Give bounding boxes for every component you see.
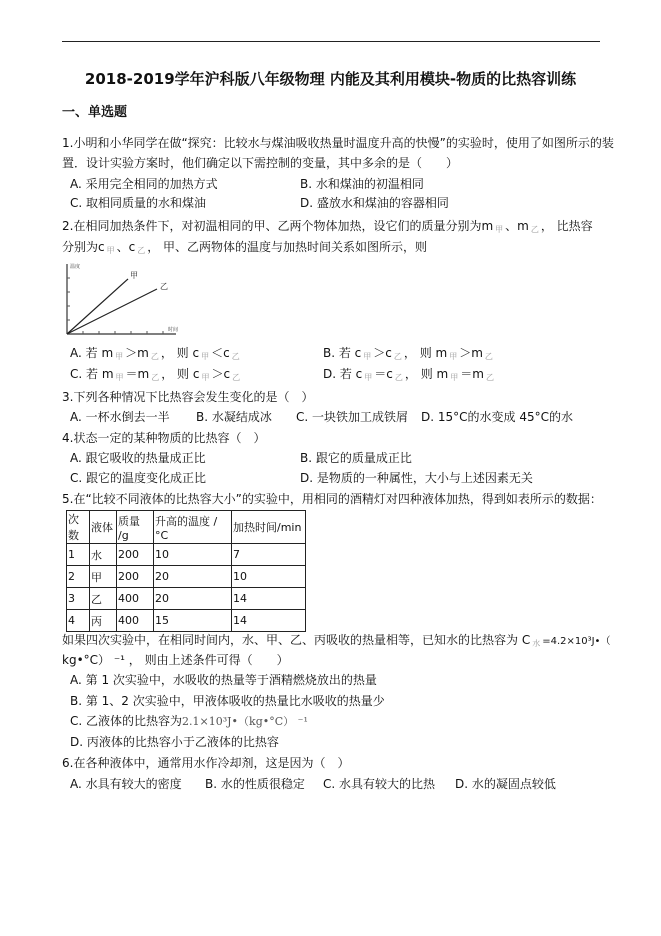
q4-option-a[interactable]: A. 跟它吸收的热量成正比: [70, 451, 206, 465]
text: ＝m: [125, 367, 150, 381]
subscript: 乙: [151, 373, 160, 382]
header-rule: [62, 41, 600, 42]
text: =4.2×10³J•（: [542, 636, 611, 647]
table-cell: 乙: [90, 588, 117, 610]
subscript: 甲: [364, 373, 373, 382]
text: ， 则 c: [161, 367, 200, 381]
q6-option-d[interactable]: D. 水的凝固点较低: [455, 777, 556, 791]
table-cell: 丙: [90, 610, 117, 632]
subscript: 乙: [485, 373, 494, 382]
q2-option-a[interactable]: [70, 345, 242, 365]
subscript: 乙: [232, 373, 241, 382]
subscript: 乙: [393, 352, 402, 361]
subscript: 甲: [495, 225, 504, 234]
table-cell: 1: [67, 544, 90, 566]
q2-stem-line1: [62, 218, 593, 238]
table-cell: 200: [117, 544, 154, 566]
text: 2.在相同加热条件下，对初温相同的甲、乙两个物体加热，设它们的质量分别为m: [62, 219, 494, 233]
q3-stem: 3.下列各种情况下比热容会发生变化的是（ ）: [62, 390, 314, 404]
line-jia: [67, 279, 128, 334]
table-cell: 400: [117, 588, 154, 610]
table-cell: 2: [67, 566, 90, 588]
table-cell: 10: [154, 544, 232, 566]
q4-option-c[interactable]: C. 跟它的温度变化成正比: [70, 471, 207, 485]
q5-option-a[interactable]: A. 第 1 次实验中，水吸收的热量等于酒精燃烧放出的热量: [70, 673, 377, 687]
text: D. 若 c: [323, 367, 363, 381]
table-cell: 4: [67, 610, 90, 632]
text: ＞m: [459, 346, 483, 360]
table-header: 次数: [67, 511, 90, 544]
table-cell: 甲: [90, 566, 117, 588]
q1-stem-line1: 1.小明和小华同学在做“探究：比较水与煤油吸收热量时温度升高的快慢”的实验时，使用了如图所示的装: [62, 136, 614, 150]
table-row: [67, 588, 306, 610]
table-cell: 7: [232, 544, 306, 566]
y-axis-label: 温度: [70, 264, 81, 270]
text: 、c: [116, 240, 136, 254]
temperature-time-graph: [60, 258, 185, 340]
subscript: 甲: [106, 246, 115, 255]
subscript: 乙: [137, 246, 146, 255]
text: 分别为c: [62, 240, 105, 254]
q1-stem-line2: 置．设计实验方案时，他们确定以下需控制的变量，其中多余的是（ ）: [62, 156, 459, 170]
q3-option-c[interactable]: C. 一块铁加工成铁屑: [296, 410, 409, 424]
text: ＞m: [125, 346, 149, 360]
q2-option-c[interactable]: [70, 366, 242, 386]
q5-option-c[interactable]: [70, 713, 308, 730]
text: ， 甲、乙两物体的温度与加热时间关系如图所示，则: [147, 240, 428, 254]
q1-option-b[interactable]: B. 水和煤油的初温相同: [300, 177, 424, 191]
table-cell: 14: [232, 610, 306, 632]
text: A. 若 m: [70, 346, 114, 360]
q4-stem: 4.状态一定的某种物质的比热容（ ）: [62, 431, 266, 445]
text: B. 若 c: [323, 346, 362, 360]
q5-condition-line2: kg•°C） ⁻¹ ， 则由上述条件可得（ ）: [62, 653, 289, 667]
text: 、m: [505, 219, 529, 233]
page-title: 2018-2019学年沪科版八年级物理 内能及其利用模块-物质的比热容训练: [84, 70, 577, 88]
q4-option-d[interactable]: D. 是物质的一种属性，大小与上述因素无关: [300, 471, 533, 485]
table-cell: 400: [117, 610, 154, 632]
text: ， 比热容: [540, 219, 593, 233]
text: ＝c: [374, 367, 393, 381]
line-yi: [67, 289, 157, 334]
q2-option-d[interactable]: [323, 366, 496, 386]
formula: 2.1×10³J•（kg•°C） ⁻¹: [182, 715, 308, 728]
text: C. 若 m: [70, 367, 114, 381]
x-axis-label: 时间: [168, 327, 179, 333]
table-header: 质量 /g: [117, 511, 154, 544]
q5-condition-line1: [62, 632, 610, 652]
table-cell: 3: [67, 588, 90, 610]
text: C. 乙液体的比热容为: [70, 714, 183, 728]
text: ＞c: [211, 367, 231, 381]
table-cell: 水: [90, 544, 117, 566]
table-header: 加热时间/min: [232, 511, 306, 544]
text: ＞c: [373, 346, 392, 360]
q6-stem: 6.在各种液体中，通常用水作冷却剂，这是因为（ ）: [62, 756, 350, 770]
q2-stem-line2: [62, 239, 427, 259]
table-row: [67, 566, 306, 588]
q2-option-b[interactable]: [323, 345, 495, 365]
table-cell: 200: [117, 566, 154, 588]
q1-option-d[interactable]: D. 盛放水和煤油的容器相同: [300, 196, 449, 210]
section-heading: 一、单选题: [62, 105, 128, 120]
subscript: 乙: [394, 373, 403, 382]
subscript: 甲: [449, 352, 458, 361]
text: ， 则 m: [403, 346, 448, 360]
q6-option-c[interactable]: C. 水具有较大的比热: [323, 777, 436, 791]
q6-option-a[interactable]: A. 水具有较大的密度: [70, 777, 182, 791]
subscript: 甲: [450, 373, 459, 382]
table-cell: 20: [154, 588, 232, 610]
subscript: 甲: [201, 373, 210, 382]
table-cell: 14: [232, 588, 306, 610]
text: 如果四次实验中，在相同时间内，水、甲、乙、丙吸收的热量相等，已知水的比热容为 C: [62, 633, 531, 647]
q3-option-b[interactable]: B. 水凝结成冰: [196, 410, 272, 424]
text: ＜c: [211, 346, 230, 360]
line-jia-label: 甲: [130, 271, 138, 280]
table-header: 升高的温度 /°C: [154, 511, 232, 544]
text: ＝m: [460, 367, 484, 381]
data-table: [66, 510, 306, 632]
q6-option-b[interactable]: B. 水的性质很稳定: [205, 777, 305, 791]
table-header-row: [67, 511, 306, 544]
table-row: [67, 544, 306, 566]
q1-option-a[interactable]: A. 采用完全相同的加热方式: [70, 177, 218, 191]
q3-option-d[interactable]: D. 15°C的水变成 45°C的水: [421, 410, 573, 424]
subscript: 乙: [231, 352, 240, 361]
subscript: 水: [532, 639, 541, 648]
subscript: 甲: [115, 373, 124, 382]
subscript: 乙: [150, 352, 159, 361]
q3-option-a[interactable]: A. 一杯水倒去一半: [70, 410, 170, 424]
text: ， 则 m: [404, 367, 449, 381]
line-yi-label: 乙: [160, 282, 168, 291]
subscript: 甲: [201, 352, 210, 361]
q4-option-b[interactable]: B. 跟它的质量成正比: [300, 451, 412, 465]
q1-option-c[interactable]: C. 取相同质量的水和煤油: [70, 196, 207, 210]
text: ， 则 c: [160, 346, 200, 360]
subscript: 甲: [363, 352, 372, 361]
table-header: 液体: [90, 511, 117, 544]
q5-option-b[interactable]: B. 第 1、2 次实验中，甲液体吸收的热量比水吸收的热量少: [70, 694, 385, 708]
table-row: [67, 610, 306, 632]
subscript: 乙: [530, 225, 539, 234]
table-cell: 10: [232, 566, 306, 588]
table-cell: 20: [154, 566, 232, 588]
q5-stem: 5.在“比较不同液体的比热容大小”的实验中，用相同的酒精灯对四种液体加热，得到如表所示的数据：: [62, 492, 602, 506]
subscript: 乙: [484, 352, 493, 361]
table-cell: 15: [154, 610, 232, 632]
subscript: 甲: [115, 352, 124, 361]
q5-option-d[interactable]: D. 丙液体的比热容小于乙液体的比热容: [70, 735, 279, 749]
